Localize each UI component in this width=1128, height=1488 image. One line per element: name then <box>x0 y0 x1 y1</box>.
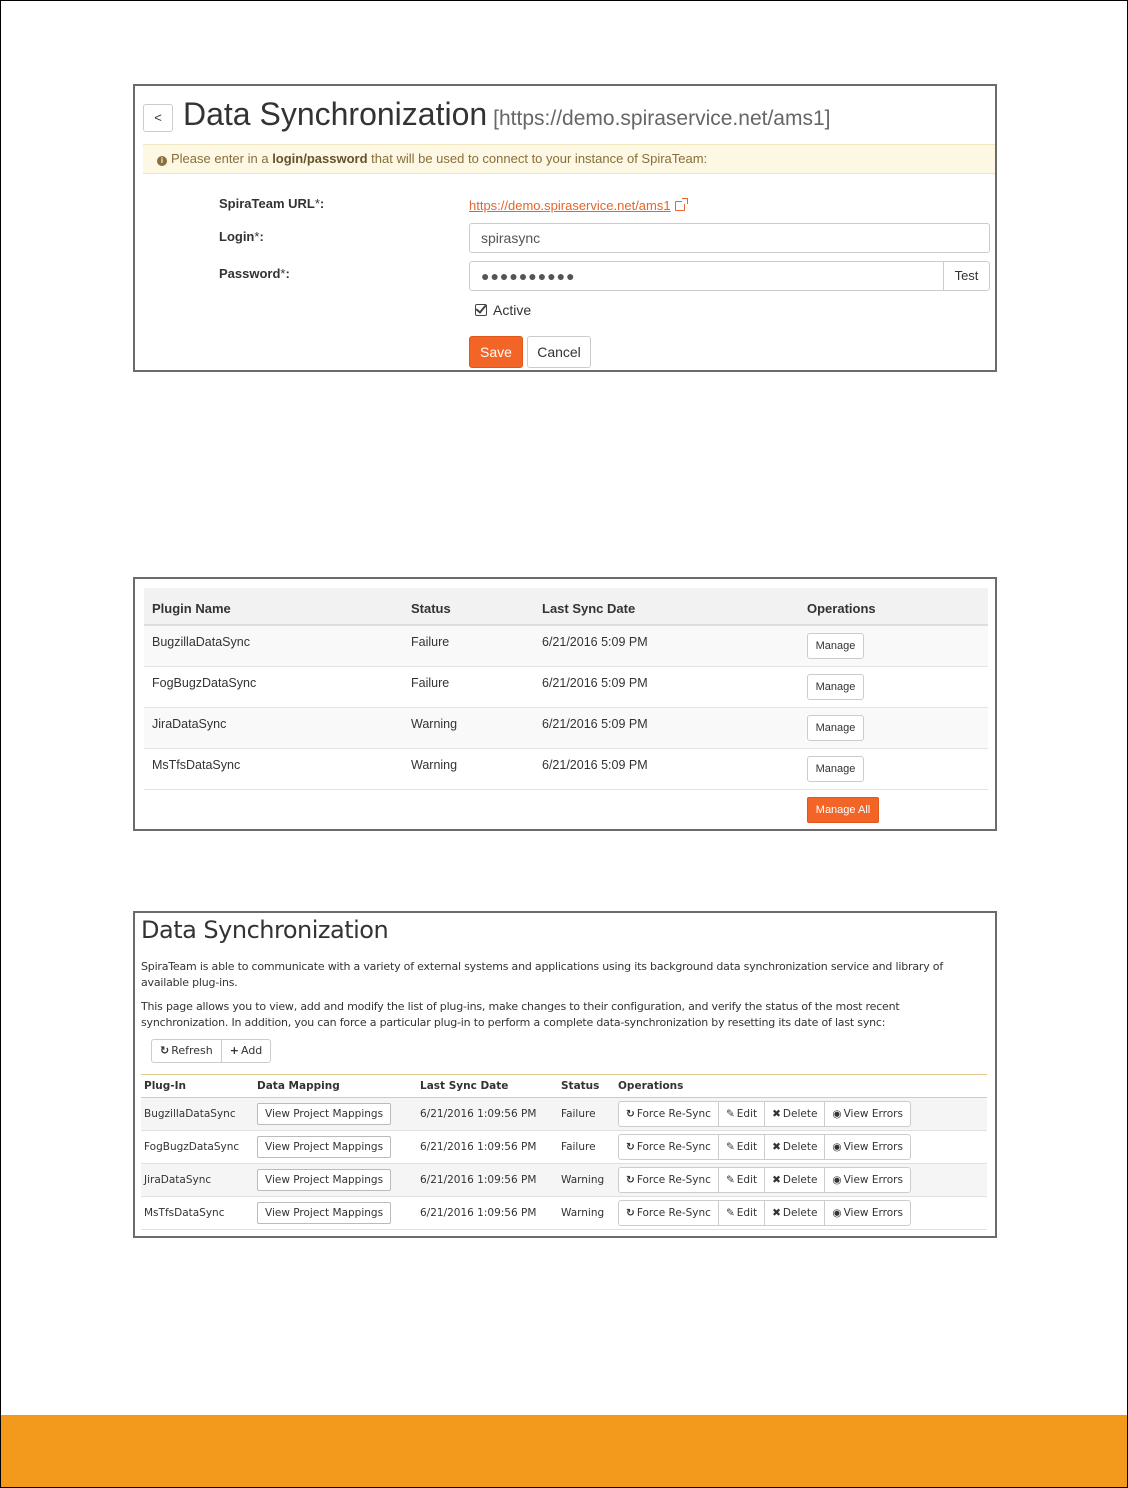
ops-group <box>618 1101 911 1127</box>
test-button[interactable]: Test <box>943 261 990 291</box>
delete-button[interactable] <box>764 1200 825 1226</box>
plugin-name: JiraDataSync <box>141 1164 254 1197</box>
description-2: This page allows you to view, add and modify the list of plug-ins, make changes to their configuration, and verify the status of the most recent synchronization. In addition, you can force a particular plug-in to perform a complete data-synchronization by resetting its date of last sync: <box>141 1000 900 1029</box>
plugin-date: 6/21/2016 1:09:56 PM <box>417 1098 558 1131</box>
force-resync-label: Force Re-Sync <box>636 1108 711 1120</box>
add-button[interactable] <box>222 1039 272 1063</box>
table-footer-row <box>144 789 988 830</box>
empty-cell <box>144 789 403 830</box>
url-label-text: SpiraTeam URL <box>219 196 315 211</box>
delete-label: Delete <box>782 1174 818 1186</box>
ops-cell <box>615 1131 987 1164</box>
view-errors-label: View Errors <box>843 1108 903 1120</box>
manage-button[interactable]: Manage <box>807 715 864 741</box>
header-status: Status <box>558 1075 615 1098</box>
plugin-ops <box>799 666 988 707</box>
refresh-icon: ↻ <box>626 1174 635 1186</box>
mapping-cell <box>254 1098 417 1131</box>
table-row <box>144 666 988 707</box>
header-operations: Operations <box>799 588 988 625</box>
delete-icon: ✖ <box>772 1174 781 1186</box>
refresh-icon: ↻ <box>626 1207 635 1219</box>
refresh-label: Refresh <box>171 1044 213 1057</box>
view-project-mappings-button[interactable]: View Project Mappings <box>257 1136 391 1158</box>
toolbar <box>151 1039 271 1063</box>
table-row <box>144 748 988 789</box>
eye-icon: ◉ <box>832 1207 842 1219</box>
plugin-status: Failure <box>558 1131 615 1164</box>
alert-suffix: that will be used to connect to your instance of SpiraTeam: <box>367 151 708 166</box>
view-errors-button[interactable] <box>824 1200 911 1226</box>
url-required-mark: * <box>314 196 320 211</box>
table-header-row <box>144 588 988 625</box>
plugin-ops <box>799 625 988 666</box>
force-resync-button[interactable] <box>618 1167 719 1193</box>
empty-cell <box>534 789 799 830</box>
table-header-row <box>141 1075 987 1098</box>
delete-button[interactable] <box>764 1134 825 1160</box>
delete-button[interactable] <box>764 1167 825 1193</box>
password-input[interactable]: ●●●●●●●●●● <box>469 261 944 291</box>
login-settings-panel <box>133 84 997 372</box>
table-row <box>141 1098 987 1131</box>
plugin-name: BugzillaDataSync <box>144 625 403 666</box>
view-errors-label: View Errors <box>843 1207 903 1219</box>
manage-all-cell <box>799 789 988 830</box>
spirateam-url-text: https://demo.spiraservice.net/ams1 <box>469 198 671 213</box>
plugin-status: Warning <box>403 748 534 789</box>
plugin-name: MsTfsDataSync <box>141 1197 254 1230</box>
edit-icon: ✎ <box>725 1174 735 1186</box>
edit-label: Edit <box>736 1141 758 1153</box>
plugin-status: Warning <box>403 707 534 748</box>
save-button[interactable]: Save <box>469 336 523 368</box>
url-label: SpiraTeam URL*: <box>219 196 325 211</box>
title-text: Data Synchronization <box>183 96 488 132</box>
table-row <box>144 625 988 666</box>
delete-icon: ✖ <box>772 1108 781 1120</box>
eye-icon: ◉ <box>832 1108 842 1120</box>
delete-button[interactable] <box>764 1101 825 1127</box>
table-row <box>144 707 988 748</box>
plugin-status-table <box>144 588 988 830</box>
spirateam-url-link[interactable] <box>469 198 685 213</box>
footer-bar <box>1 1415 1127 1487</box>
description-1: SpiraTeam is able to communicate with a variety of external systems and applications using its background data synchronization service and library of available plug-ins. <box>141 960 944 989</box>
delete-icon: ✖ <box>772 1141 781 1153</box>
title-url: [https://demo.spiraservice.net/ams1] <box>493 107 831 130</box>
alert-prefix: Please enter in a <box>171 151 273 166</box>
login-input[interactable]: spirasync <box>469 223 990 253</box>
plugin-status-panel <box>133 577 997 831</box>
refresh-button[interactable] <box>151 1039 222 1063</box>
plugin-ops <box>799 748 988 789</box>
force-resync-button[interactable] <box>618 1200 719 1226</box>
header-operations: Operations <box>615 1075 987 1098</box>
manage-button[interactable]: Manage <box>807 633 864 659</box>
plugin-name: MsTfsDataSync <box>144 748 403 789</box>
password-label: Password*: <box>219 266 290 281</box>
manage-button[interactable]: Manage <box>807 756 864 782</box>
external-link-icon <box>675 201 685 211</box>
header-status: Status <box>403 588 534 625</box>
refresh-icon: ↻ <box>160 1044 170 1057</box>
plugin-status: Failure <box>558 1098 615 1131</box>
header-plugin-name: Plugin Name <box>144 588 403 625</box>
force-resync-label: Force Re-Sync <box>636 1141 711 1153</box>
active-checkbox[interactable] <box>475 304 487 316</box>
view-errors-label: View Errors <box>843 1174 903 1186</box>
login-label-text: Login <box>219 229 255 244</box>
delete-icon: ✖ <box>772 1207 781 1219</box>
password-required-mark: * <box>280 266 286 281</box>
add-label: Add <box>240 1044 263 1057</box>
header-plug-in: Plug-In <box>141 1075 254 1098</box>
info-icon: i <box>157 156 167 166</box>
plugin-date: 6/21/2016 1:09:56 PM <box>417 1197 558 1230</box>
edit-label: Edit <box>736 1207 758 1219</box>
ops-group <box>618 1200 911 1226</box>
plugin-name: JiraDataSync <box>144 707 403 748</box>
edit-button[interactable] <box>718 1167 765 1193</box>
view-errors-label: View Errors <box>843 1141 903 1153</box>
header-last-sync-date: Last Sync Date <box>534 588 799 625</box>
plugin-date: 6/21/2016 1:09:56 PM <box>417 1164 558 1197</box>
plugin-date: 6/21/2016 1:09:56 PM <box>417 1131 558 1164</box>
plus-icon: + <box>229 1044 239 1057</box>
plugin-status: Warning <box>558 1197 615 1230</box>
plugin-admin-table <box>141 1074 987 1230</box>
cancel-button[interactable]: Cancel <box>527 336 591 368</box>
plugin-date: 6/21/2016 5:09 PM <box>534 707 799 748</box>
login-label: Login*: <box>219 229 264 244</box>
delete-label: Delete <box>782 1108 818 1120</box>
force-resync-label: Force Re-Sync <box>636 1207 711 1219</box>
refresh-icon: ↻ <box>626 1141 635 1153</box>
manage-all-button[interactable]: Manage All <box>807 797 879 823</box>
plugin-status: Failure <box>403 666 534 707</box>
view-errors-button[interactable] <box>824 1101 911 1127</box>
ops-group <box>618 1167 911 1193</box>
edit-icon: ✎ <box>725 1207 735 1219</box>
edit-label: Edit <box>736 1108 758 1120</box>
edit-button[interactable] <box>718 1101 765 1127</box>
edit-icon: ✎ <box>725 1108 735 1120</box>
plugin-name: FogBugzDataSync <box>144 666 403 707</box>
refresh-icon: ↻ <box>626 1108 635 1120</box>
alert-bold: login/password <box>272 151 368 166</box>
ops-cell <box>615 1098 987 1131</box>
view-project-mappings-button[interactable]: View Project Mappings <box>257 1103 391 1125</box>
mapping-cell <box>254 1197 417 1230</box>
empty-cell <box>403 789 534 830</box>
edit-label: Edit <box>736 1174 758 1186</box>
plugin-date: 6/21/2016 5:09 PM <box>534 625 799 666</box>
plugin-name: FogBugzDataSync <box>141 1131 254 1164</box>
edit-icon: ✎ <box>725 1141 735 1153</box>
login-required-mark: * <box>254 229 260 244</box>
table-row <box>141 1164 987 1197</box>
mapping-cell <box>254 1131 417 1164</box>
ops-cell <box>615 1197 987 1230</box>
delete-label: Delete <box>782 1141 818 1153</box>
back-button[interactable]: < <box>143 104 173 132</box>
edit-button[interactable] <box>718 1200 765 1226</box>
header-data-mapping: Data Mapping <box>254 1075 417 1098</box>
view-errors-button[interactable] <box>824 1167 911 1193</box>
ops-group <box>618 1134 911 1160</box>
table-row <box>141 1131 987 1164</box>
password-label-text: Password <box>219 266 281 281</box>
ops-cell <box>615 1164 987 1197</box>
table-row <box>141 1197 987 1230</box>
force-resync-button[interactable] <box>618 1134 719 1160</box>
eye-icon: ◉ <box>832 1141 842 1153</box>
active-label: Active <box>493 302 532 318</box>
view-project-mappings-button[interactable]: View Project Mappings <box>257 1202 391 1224</box>
data-sync-admin-panel <box>133 911 997 1238</box>
force-resync-label: Force Re-Sync <box>636 1174 711 1186</box>
force-resync-button[interactable] <box>618 1101 719 1127</box>
view-project-mappings-button[interactable]: View Project Mappings <box>257 1169 391 1191</box>
edit-button[interactable] <box>718 1134 765 1160</box>
header-last-sync-date: Last Sync Date <box>417 1075 558 1098</box>
active-checkbox-row[interactable] <box>475 302 531 318</box>
eye-icon: ◉ <box>832 1174 842 1186</box>
plugin-status: Failure <box>403 625 534 666</box>
manage-button[interactable]: Manage <box>807 674 864 700</box>
plugin-date: 6/21/2016 5:09 PM <box>534 748 799 789</box>
delete-label: Delete <box>782 1207 818 1219</box>
mapping-cell <box>254 1164 417 1197</box>
view-errors-button[interactable] <box>824 1134 911 1160</box>
plugin-ops <box>799 707 988 748</box>
plugin-status: Warning <box>558 1164 615 1197</box>
plugin-date: 6/21/2016 5:09 PM <box>534 666 799 707</box>
plugin-name: BugzillaDataSync <box>141 1098 254 1131</box>
admin-page-title: Data Synchronization <box>141 916 389 944</box>
page-title <box>183 96 830 133</box>
info-alert <box>143 144 995 174</box>
